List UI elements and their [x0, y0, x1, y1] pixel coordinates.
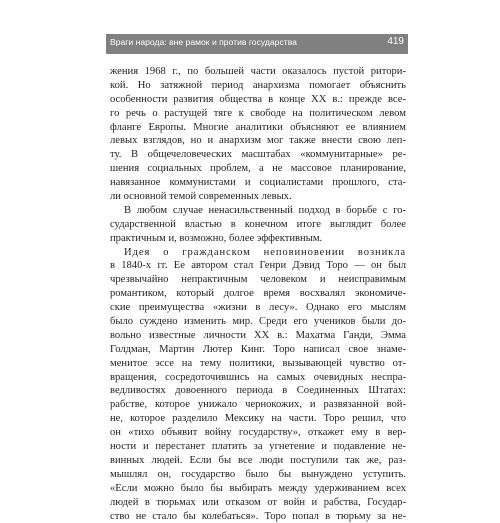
text-line: он «тихо объявит войну государству», откажет ему в вер- — [110, 426, 406, 440]
text-line: В любом случае ненасильственный подход в борьбе с го- — [110, 204, 406, 218]
text-line: навязанное коммунистами и социалистами прошлого, ста- — [110, 176, 406, 190]
text-line: вращения, сосредоточившись на самых очевидных неспра- — [110, 371, 406, 385]
text-line: людей в тюрьмах или отказом от войн и рабства, Государ- — [110, 496, 406, 510]
text-line: жения 1968 г., по большей части оказалось пустой ритори- — [110, 65, 406, 79]
text-line: ности и перестанет платить за угнетение и подавление не- — [110, 440, 406, 454]
text-line: кой. Но затяжной период анархизма помогает объяснить — [110, 79, 406, 93]
text-line: Голдман, Мартин Лютер Кинг. Торо написал свое знаме- — [110, 343, 406, 357]
text-line: шения социальных проблем, а не массовое планирование, — [110, 162, 406, 176]
text-line: «Если можно было бы выбирать между удерживанием всех — [110, 482, 406, 496]
book-page — [106, 34, 408, 500]
text-line: особенности развития общества в конце XX в.: прежде все- — [110, 93, 406, 107]
text-line: чрезвычайно непрактичным человеком и неисправимым — [110, 273, 406, 287]
text-line: фланге Европы. Многие аналитики объясняют ее влиянием — [110, 121, 406, 135]
text-line: ведливостях довоенного периода в Соединенных Штатах: — [110, 384, 406, 398]
text-line: ту. В общечеловеческих масштабах «коммунитарные» ре- — [110, 148, 406, 162]
text-line: винных людей. Если бы все люди поступили так же, раз- — [110, 454, 406, 468]
text-line: практичным и, возможно, более эффективным. — [110, 232, 406, 246]
running-header — [106, 34, 408, 54]
text-line: го речь о растущей тяге к свободе на политическом левом — [110, 107, 406, 121]
page-body — [110, 65, 406, 523]
text-line: ские преимущества «жизни в лесу». Однако его мыслям — [110, 301, 406, 315]
text-line: менитое эссе на тему политики, вызывающей чувство от- — [110, 357, 406, 371]
text-line: левых взглядов, но и анархизм мог также внести свою леп- — [110, 134, 406, 148]
page-number: 419 — [387, 36, 404, 47]
text-line: романтиком, который долгое время восхвалял экономиче- — [110, 287, 406, 301]
text-line: Идея о гражданском неповиновении возникла — [110, 246, 406, 260]
text-line: вольно известные личности XX в.: Махатма Ганди, Эмма — [110, 329, 406, 343]
text-line: было суждено изменить мир. Среди его учеников были до- — [110, 315, 406, 329]
text-line: ство не стало бы колебаться». Торо попал в тюрьму за не- — [110, 510, 406, 523]
chapter-title: Враги народа: вне рамок и против государства — [110, 37, 297, 47]
text-line: мышлял он, государство было бы вынуждено уступить. — [110, 468, 406, 482]
text-line: не, которое разделило Мексику на части. Торо решил, что — [110, 412, 406, 426]
text-line: ли основной темой современных левых. — [110, 190, 406, 204]
text-line: сударственной властью в конечном итоге выглядит более — [110, 218, 406, 232]
text-line: рабстве, которое унижало чернокожих, и развязанной вой- — [110, 398, 406, 412]
text-line: в 1840-х гг. Ее автором стал Генри Дэвид Торо — он был — [110, 259, 406, 273]
